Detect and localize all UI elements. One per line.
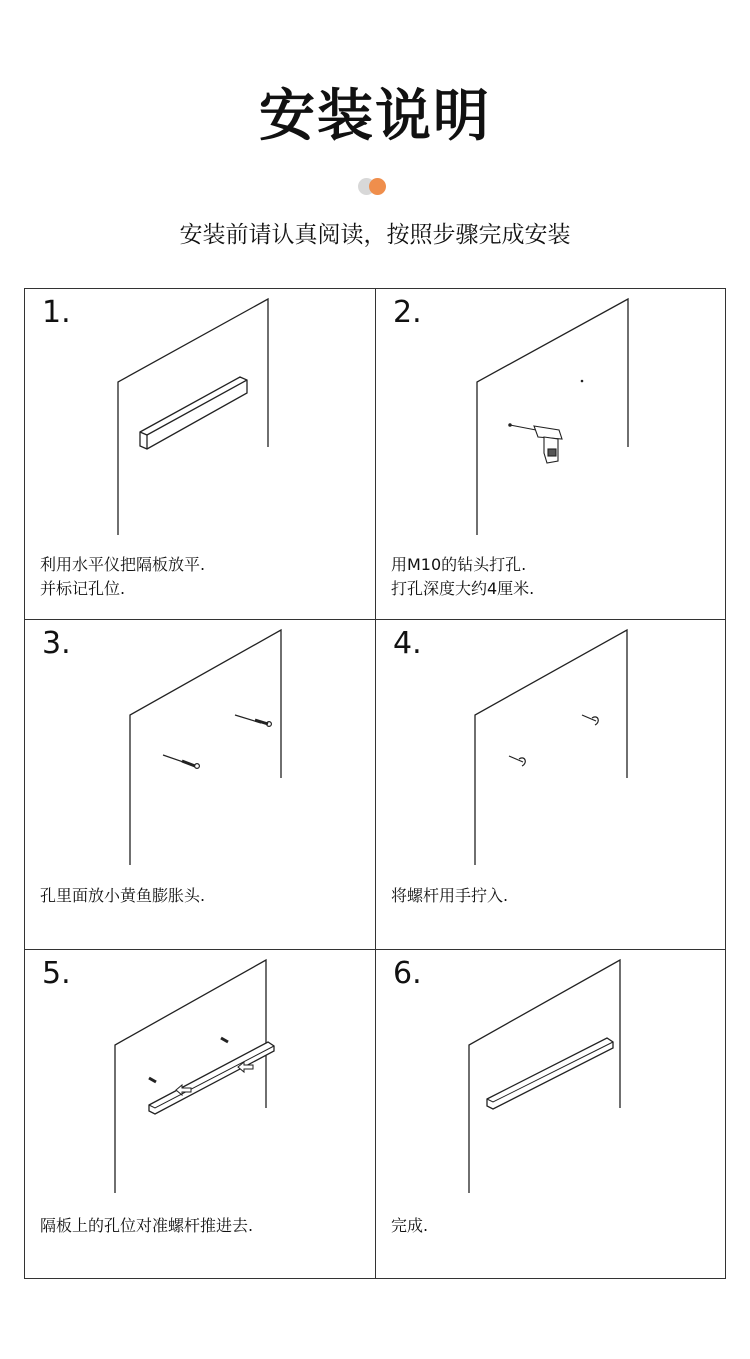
step-2-panel xyxy=(376,289,726,619)
step-number: 6. xyxy=(393,956,422,991)
drill-icon xyxy=(509,424,562,463)
page-subtitle: 安装前请认真阅读，按照步骤完成安装 xyxy=(179,222,571,248)
anchor-icon xyxy=(235,715,271,726)
caption-line: 用M10的钻头打孔. xyxy=(391,555,527,574)
caption-line: 孔里面放小黄鱼膨胀头. xyxy=(40,886,206,905)
anchor-icon xyxy=(163,755,199,768)
step-number: 1. xyxy=(42,295,71,330)
step-caption xyxy=(391,553,534,601)
step-number: 5. xyxy=(42,956,71,991)
step-number: 4. xyxy=(393,626,422,661)
step-caption xyxy=(40,1214,253,1238)
caption-line: 并标记孔位. xyxy=(40,579,126,598)
decorative-dots xyxy=(0,178,750,198)
step-number: 3. xyxy=(42,626,71,661)
page-title: 安装说明 xyxy=(259,84,491,149)
instruction-grid xyxy=(24,288,726,1279)
step-caption xyxy=(391,1214,428,1238)
caption-line: 利用水平仪把隔板放平. xyxy=(40,555,206,574)
step-caption xyxy=(40,553,205,601)
caption-line: 将螺杆用手拧入. xyxy=(391,886,509,905)
step-5-panel xyxy=(25,950,375,1280)
step-1-panel xyxy=(25,289,375,619)
caption-line: 隔板上的孔位对准螺杆推进去. xyxy=(40,1216,254,1235)
orange-dot xyxy=(369,178,386,195)
step-3-panel xyxy=(25,620,375,950)
step-6-panel xyxy=(376,950,726,1280)
screw-icon xyxy=(582,715,598,725)
step-6-illustration xyxy=(376,950,726,1280)
caption-line: 完成. xyxy=(391,1216,429,1235)
step-caption xyxy=(40,884,205,908)
step-4-panel xyxy=(376,620,726,950)
caption-line: 打孔深度大约4厘米. xyxy=(391,579,535,598)
step-caption xyxy=(391,884,508,908)
step-number: 2. xyxy=(393,295,422,330)
screw-icon xyxy=(509,756,525,766)
